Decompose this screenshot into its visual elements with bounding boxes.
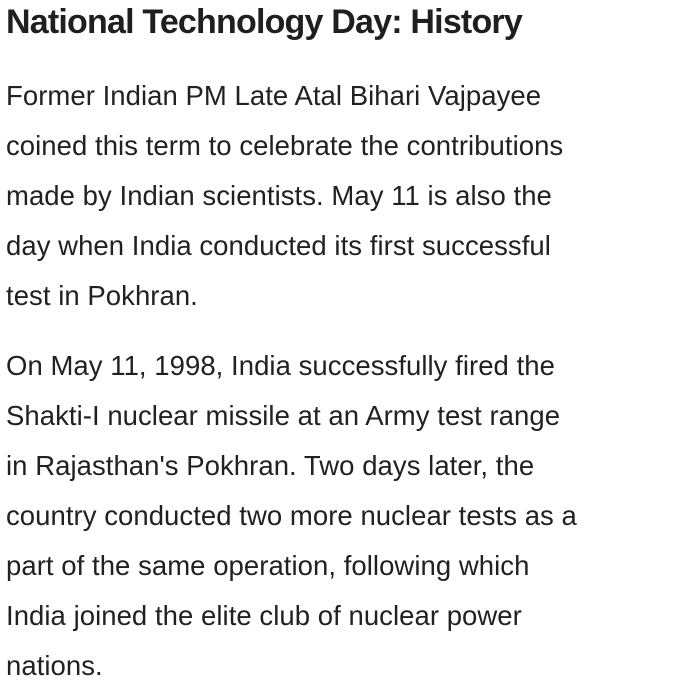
paragraph-line: coined this term to celebrate the contributions xyxy=(6,130,564,161)
paragraph-line: in Rajasthan's Pokhran. Two days later, the xyxy=(6,450,535,481)
article-heading: National Technology Day: History xyxy=(6,3,522,41)
history-paragraph-1 xyxy=(6,71,673,321)
paragraph-line: nations. xyxy=(6,650,103,681)
paragraph-line: On May 11, 1998, India successfully fired the xyxy=(6,350,555,381)
paragraph-line: Shakti-I nuclear missile at an Army test range xyxy=(6,400,561,431)
paragraph-line: Former Indian PM Late Atal Bihari Vajpayee xyxy=(6,80,542,111)
paragraph-line: made by Indian scientists. May 11 is also the xyxy=(6,180,552,211)
paragraph-line: India joined the elite club of nuclear power xyxy=(6,600,522,631)
paragraph-line: day when India conducted its first successful xyxy=(6,230,551,261)
paragraph-line: test in Pokhran. xyxy=(6,280,198,311)
history-paragraph-2 xyxy=(6,341,673,691)
paragraph-line: part of the same operation, following which xyxy=(6,550,530,581)
paragraph-line: country conducted two more nuclear tests as a xyxy=(6,500,577,531)
